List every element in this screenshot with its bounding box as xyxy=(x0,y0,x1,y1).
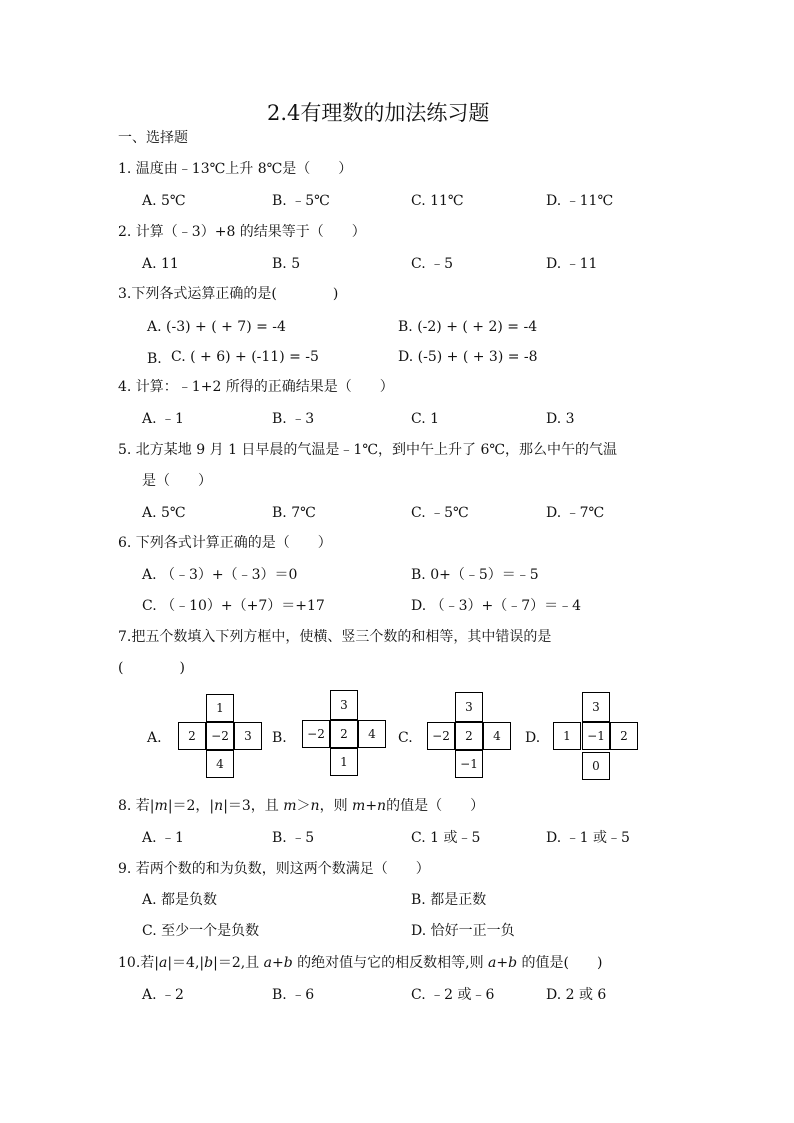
q8-plus: + xyxy=(365,798,378,814)
q2-option-b: B. 5 xyxy=(272,256,301,272)
q3-option-a: A. (-3) + ( + 7) = -4 xyxy=(147,319,286,335)
grid-d-right: 2 xyxy=(610,722,638,750)
question-8 xyxy=(118,797,484,815)
grid-d-center: −1 xyxy=(582,722,610,750)
q8-text-3: |＝3，且 xyxy=(223,798,284,814)
grid-d-left: 1 xyxy=(553,722,581,750)
q9-option-a: A. 都是负数 xyxy=(142,892,218,908)
q10-option-d: D. 2 或 6 xyxy=(546,987,607,1003)
q4-option-d: D. 3 xyxy=(546,411,575,427)
q8-var-n3: n xyxy=(377,798,387,814)
grid-a-center: −2 xyxy=(206,722,234,750)
q6-option-b: B. 0+（﹣5）＝﹣5 xyxy=(411,567,539,583)
q4-option-a: A. ﹣1 xyxy=(142,411,184,427)
q8-option-c: C. 1 或﹣5 xyxy=(411,830,481,846)
question-2: 2. 计算（﹣3）+8 的结果等于（ ） xyxy=(118,224,366,240)
q2-option-d: D. ﹣11 xyxy=(546,256,598,272)
grid-a-top: 1 xyxy=(206,694,234,722)
grid-b-top: 3 xyxy=(330,690,358,720)
grid-d-top: 3 xyxy=(582,692,610,722)
q6-option-d: D. （﹣3）+（﹣7）＝﹣4 xyxy=(411,598,582,614)
grid-c-center: 2 xyxy=(455,722,483,750)
grid-a-bottom: 4 xyxy=(206,750,234,778)
section-heading: 一、选择题 xyxy=(118,130,188,146)
q1-option-d: D. ﹣11℃ xyxy=(546,193,614,209)
q10-var-b: b xyxy=(204,955,214,971)
grid-c-left: −2 xyxy=(427,722,455,750)
grid-c-top: 3 xyxy=(455,692,483,722)
grid-a-left: 2 xyxy=(178,722,206,750)
q1-option-c: C. 11℃ xyxy=(411,193,464,209)
question-6: 6. 下列各式计算正确的是（ ） xyxy=(118,535,332,551)
q8-text-2: |＝2，| xyxy=(167,798,215,814)
q10-var-a: a xyxy=(158,955,168,971)
q1-option-b: B. ﹣5℃ xyxy=(272,193,330,209)
grid-a-label: A. xyxy=(147,730,162,746)
q10-text-5: 的值是( ) xyxy=(517,955,603,971)
q2-option-a: A. 11 xyxy=(142,256,179,272)
page-title: 2.4有理数的加法练习题 xyxy=(267,101,490,125)
q8-var-m3: m xyxy=(352,798,366,814)
q8-text-4: ，则 xyxy=(319,798,353,814)
q8-text-5: 的值是（ ） xyxy=(386,798,485,814)
grid-a xyxy=(178,694,262,778)
q10-text-4: 的绝对值与它的相反数相等,则 xyxy=(292,955,489,971)
question-5-continued: 是（ ） xyxy=(142,473,212,489)
q3-option-d: D. (-5) + ( + 3) = -8 xyxy=(398,349,538,365)
q6-option-c: C. （﹣10）+（+7）＝+17 xyxy=(142,598,325,614)
grid-c-label: C. xyxy=(398,730,413,746)
q8-option-b: B. ﹣5 xyxy=(272,830,315,846)
grid-d xyxy=(553,692,639,780)
q5-option-d: D. ﹣7℃ xyxy=(546,505,605,521)
question-7: 7.把五个数填入下列方框中，使横、竖三个数的和相等，其中错误的是 xyxy=(118,629,552,645)
question-1: 1. 温度由﹣13℃上升 8℃是（ ） xyxy=(118,161,353,177)
q3-option-b: B. (-2) + ( + 2) = -4 xyxy=(398,319,538,335)
q10-text-1: 10.若| xyxy=(118,955,159,971)
q8-option-a: A. ﹣1 xyxy=(142,830,184,846)
question-9: 9. 若两个数的和为负数，则这两个数满足（ ） xyxy=(118,861,430,877)
grid-d-bottom: 0 xyxy=(582,752,610,780)
grid-b xyxy=(302,690,386,777)
grid-b-right: 4 xyxy=(358,720,386,748)
q3-option-c: C. ( + 6) + (-11) = -5 xyxy=(171,349,319,365)
q5-option-b: B. 7℃ xyxy=(272,505,316,521)
question-4: 4. 计算：﹣1+2 所得的正确结果是（ ） xyxy=(118,379,394,395)
q3-option-c-prefix: B. xyxy=(147,351,162,367)
q8-var-n: n xyxy=(214,798,224,814)
q10-text-3: |＝2,且 xyxy=(213,955,264,971)
q10-var-ab1: a+b xyxy=(263,955,293,971)
grid-d-label: D. xyxy=(525,730,541,746)
q8-var-m2: m xyxy=(283,798,297,814)
grid-b-bottom: 1 xyxy=(330,748,358,776)
grid-c-bottom: −1 xyxy=(455,750,483,778)
grid-b-left: −2 xyxy=(302,720,330,748)
grid-a-right: 3 xyxy=(234,722,262,750)
q4-option-c: C. 1 xyxy=(411,411,440,427)
q9-option-d: D. 恰好一正一负 xyxy=(411,923,515,939)
question-7-continued: ( ) xyxy=(118,660,185,676)
q10-text-2: |＝4,| xyxy=(167,955,205,971)
q8-var-m: m xyxy=(154,798,168,814)
q9-option-b: B. 都是正数 xyxy=(411,892,487,908)
grid-c-right: 4 xyxy=(483,722,511,750)
q2-option-c: C. ﹣5 xyxy=(411,256,454,272)
q10-option-c: C. ﹣2 或﹣6 xyxy=(411,987,495,1003)
grid-c xyxy=(427,692,511,778)
q8-text-1: 8. 若| xyxy=(118,798,155,814)
q10-option-b: B. ﹣6 xyxy=(272,987,315,1003)
question-5: 5. 北方某地 9 月 1 日早晨的气温是﹣1℃，到中午上升了 6℃，那么中午的气温 xyxy=(118,442,618,458)
grid-b-center: 2 xyxy=(330,720,358,748)
question-3: 3.下列各式运算正确的是( ) xyxy=(118,286,339,302)
grid-b-label: B. xyxy=(272,730,287,746)
q6-option-a: A. （﹣3）+（﹣3）＝0 xyxy=(142,567,298,583)
q8-gt: ＞ xyxy=(296,798,311,814)
q5-option-a: A. 5℃ xyxy=(142,505,186,521)
question-10 xyxy=(118,954,602,972)
q8-option-d: D. ﹣1 或﹣5 xyxy=(546,830,630,846)
q4-option-b: B. ﹣3 xyxy=(272,411,315,427)
q10-var-ab2: a+b xyxy=(488,955,518,971)
q5-option-c: C. ﹣5℃ xyxy=(411,505,469,521)
q1-option-a: A. 5℃ xyxy=(142,193,186,209)
q9-option-c: C. 至少一个是负数 xyxy=(142,923,260,939)
q8-var-n2: n xyxy=(310,798,320,814)
q10-option-a: A. ﹣2 xyxy=(142,987,184,1003)
